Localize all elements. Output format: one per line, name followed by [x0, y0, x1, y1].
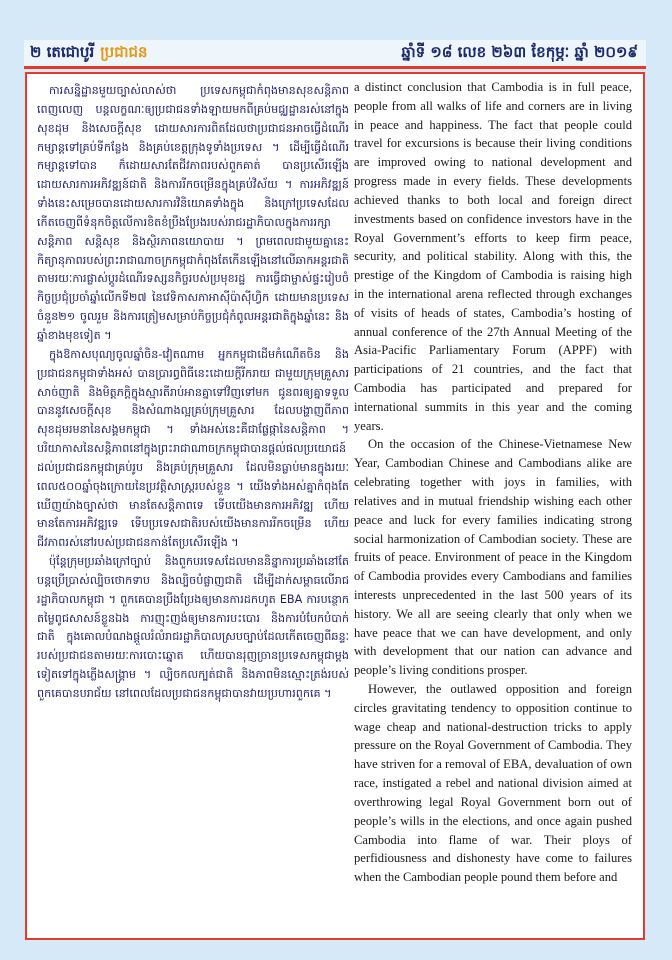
article-frame — [25, 72, 645, 940]
header-left — [30, 43, 148, 65]
english-paragraph-2: On the occasion of the Chinese-Vietnamese New Year, Cambodian Chinese and Cambodians alike are celebrating together with joys in families, with relatives and in mutual friendship wishing each other peace and luck for every families indicating strong social harmonization of Cambodian society. These are fruits of peace. Environment of peace in the Kingdom of Cambodia provides every Cambodians and families interests unprecedented in the last 500 years of its history. We all are seeing clearly that only when we have peace that we can have development, and only with development that our nation can advance and people’s living conditions prosper. — [354, 437, 632, 678]
khmer-paragraph-2: ក្នុងឱកាសបុណ្យចូលឆ្នាំចិន-វៀតណាម អ្នកកម្ពុជាដើមកំណើតចិន និងប្រជាជនកម្ពុជាទាំងអស់ បានប្រារព្ធពិធីនេះដោយក្តីរីករាយ ជាមួយក្រុមគ្រួសារ សាច់ញាតិ និងមិត្តភក្តិក្នុងស្មារតីរាប់អានគ្នាទៅវិញទៅមក ជូនពរឲ្យគ្នាទទួលបាននូវសេចក្តីសុខ និងសំណាងល្អគ្រប់ក្រុមគ្រួសារ ដែលបង្ហាញពីភាពសុខដុមរមនានៃសង្គមកម្ពុជា ។ ទាំងអស់នេះគឺជាផ្លែផ្កានៃសន្តិភាព ។ បរិយាកាសនៃសន្តិភាពនៅក្នុងព្រះរាជាណាចក្រកម្ពុជាបានផ្តល់ផលប្រយោជន៍ដល់ប្រជាជនកម្ពុជាគ្រប់រូប និងគ្រប់ក្រុមគ្រួសារ ដែលមិនធ្លាប់មានក្នុងរយៈពេល៥០០ឆ្នាំចុងក្រោយនៃប្រវត្តិសាស្ត្ររបស់ខ្លួន ។ យើងទាំងអស់គ្នាកំពុងតែឃើញយ៉ាងច្បាស់ថា មានតែសន្តិភាពទេ ទើបយើងមានការអភិវឌ្ឍ ហើយមានតែការអភិវឌ្ឍទេ ទើបប្រទេសជាតិរបស់យើងមានការរីកចម្រើន ហើយជីវភាពរស់នៅរបស់ប្រជាជនកាន់តែប្រសើរឡើង ។ — [37, 347, 349, 550]
khmer-paragraph-3: ប៉ុន្តែក្រុមប្រឆាំងក្រៅច្បាប់ និងពួកបរទេសដែលមាននិន្នាការប្រឆាំងនៅតែបន្តប្រើប្រាស់ល្បិចថោកទាប និងល្បិចបំផ្លាញជាតិ ដើម្បីដាក់សម្ពាធលើរាជរដ្ឋាភិបាលកម្ពុជា ។ ពួកគេបានប្រឹងប្រែងឲ្យមានការដកហូត EBA ការបន្ថោកតម្លៃពូជសាសន៍ខ្លួនឯង ការញុះញង់ឲ្យមានការបះបោរ និងការបំបែកបំបាក់ជាតិ ក្នុងគោលបំណងផ្តួលរំលំរាជរដ្ឋាភិបាលស្របច្បាប់ដែលកើតចេញពីឆន្ទៈរបស់ប្រជាជនតាមរយៈការបោះឆ្នោត ហើយបានរុញច្រានប្រទេសកម្ពុជាម្តងទៀតទៅក្នុងភ្លើងសង្គ្រាម ។ ល្បិចកលក្បត់ជាតិ និងភាពមិនស្មោះត្រង់របស់ពួកគេបានបរាជ័យ នៅពេលដែលប្រជាជនកម្ពុជាបានវាយប្រហារពួកគេ ។ — [37, 555, 349, 700]
khmer-column — [37, 82, 349, 930]
publication-name: តេជោបូរី — [46, 43, 95, 61]
english-paragraph-1: a distinct conclusion that Cambodia is in full peace, people from all walks of life and corners are in living in peace and happiness. The fact that people could travel for excursions is because their living conditions are improved owing to national development and progress made in every fields. These developments achieved thanks to both local and foreign direct investments based on confidence investors have in the Royal Government’s efforts to keep firm peace, security, and political stability. Along with this, the prestige of the Kingdom of Cambodia is raising high in the international arena reflected through exchanges of visits of heads of states, Cambodia’s hosting of annual conference of the 27th Annual Meeting of the Asia-Pacific Parliamentary Forum (APPF) with participations of 21 countries, and the fact that Cambodia has participated and prepared for international summits in this year and the coming years. — [354, 80, 632, 433]
page-number: ២ — [30, 43, 42, 61]
section-tag: ប្រជាជន — [100, 43, 148, 61]
english-column — [354, 78, 632, 934]
english-paragraph-3: However, the outlawed opposition and foreign circles gravitating tendency to opposition continue to wage cheap and national-destruction tricks to apply pressure on the Royal Government of Cambodia. They have striven for a removal of EBA, devaluation of own race, instigated a rebel and national division aimed at overthrowing legal Royal Government born out of people’s wills in the elections, and once again pushed Cambodia into flame of war. Their ploys of perfidiousness and dishonesty have come to failures when the Cambodian people pound them before and — [354, 682, 632, 885]
page-header — [24, 40, 646, 69]
issue-info: ឆ្នាំទី ១៨ លេខ ២៦៣ ខែកុម្ភៈ ឆ្នាំ ២០១៩ — [401, 43, 638, 61]
khmer-paragraph-1: ការសន្និដ្ឋានមួយច្បាស់លាស់ថា ប្រទេសកម្ពុជាកំពុងមានសុខសន្តិភាពពេញលេញ បន្តលក្ខណៈឲ្យប្រជាជនទាំងឡាយមកពីគ្រប់មជ្ឈដ្ឋានរស់នៅក្នុងសុខដុម និងសេចក្តីសុខ ដោយសារការពិតដែលថាប្រជាជនអាចធ្វើដំណើរកម្សាន្តទៅគ្រប់ទីកន្លែង និងគ្រប់ខេត្តក្រុងទូទាំងប្រទេស ។ ដើម្បីធ្វើដំណើរកម្សាន្តទៅបាន ក៏ដោយសារតែជីវភាពរបស់ពួកគាត់ បានប្រសើរឡើងដោយសារការអភិវឌ្ឍន៍ជាតិ និងការរីកចម្រើនក្នុងគ្រប់វិស័យ ។ ការអភិវឌ្ឍន៍ទាំងនេះសម្រេចបានដោយសារការវិនិយោគទាំងក្នុង និងក្រៅប្រទេសដែលកើតចេញពីទំនុកចិត្តលើការខិតខំប្រឹងប្រែងរបស់រាជរដ្ឋាភិបាលក្នុងការរក្សាសន្តិភាព សន្តិសុខ និងស្ថិរភាពនយោបាយ ។ ព្រមពេលជាមួយគ្នានេះ កិត្យានុភាពរបស់ព្រះរាជាណាចក្រកម្ពុជាកំពុងតែកើនឡើងនៅលើឆាកអន្តរជាតិ តាមរយៈការផ្លាស់ប្តូរដំណើរទស្សនកិច្ចរបស់ប្រមុខរដ្ឋ ការធ្វើជាម្ចាស់ផ្ទះរៀបចំកិច្ចប្រជុំប្រចាំឆ្នាំលើកទី២៧ នៃវេទិកាសភាអាស៊ីប៉ាស៊ីហ្វិក ដោយមានប្រទេសចំនួន២១ ចូលរួម និងការត្រៀមសម្រាប់កិច្ចប្រជុំកំពូលអន្តរជាតិក្នុងឆ្នាំនេះ និងឆ្នាំខាងមុខទៀត ។ — [37, 84, 349, 342]
